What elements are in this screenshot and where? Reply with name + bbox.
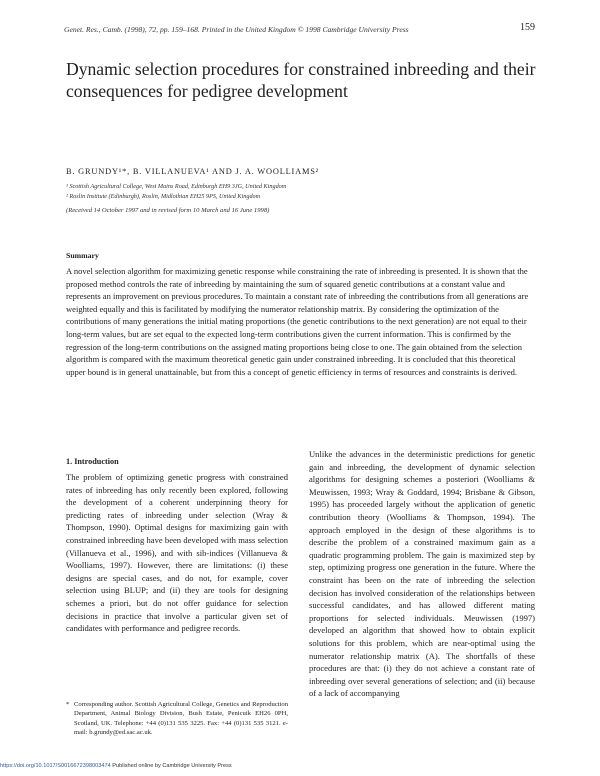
- received-dates: (Received 14 October 1997 and in revised form 10 March and 16 June 1998): [66, 207, 270, 214]
- introduction-column-2: Unlike the advances in the deterministic predictions for genetic gain and inbreeding, the development of dynamic selection algorithms for designing schemes a posteriori (Woolliams & Meuwissen, 1993; Wray & Goddard, 1994; Brisbane & Gibson, 1995) has proceeded largely without the application of genetic contribution theory (Woolliams & Thompson, 1994). The approach employed in the design of these algorithms is to describe the problem of a constrained maximum gain as a quadratic programming problem. The gain is maximized step by step, optimizing progress one generation in the future. Where the constraint has been on the rate of inbreeding the selection decision has involved consideration of the relationships between successful candidates, and has allowed different mating proportions for selected individuals. Meuwissen (1997) developed an algorithm that showed how to obtain explicit solutions for this problem, which are near-optimal using the numerator relationship matrix (A). The shortfalls of these procedures are that: (i) they do not achieve a constant rate of inbreeding over several generations of selection; and (ii) because of a lack of accompanying: [309, 449, 535, 699]
- affiliation-1: ¹ Scottish Agricultural College, West Mains Road, Edinburgh EH9 3JG, United Kingdom: [66, 183, 287, 190]
- summary-text: A novel selection algorithm for maximizing genetic response while constraining the rate of inbreeding is presented. It is shown that the proposed method controls the rate of inbreeding by maintaining the sum of squared genetic contributions at a constant value and represents an improvement on previous procedures. To maintain a constant rate of inbreeding the contributions from all generations are weighted equally and this is facilitated by modifying the numerator relationship matrix. By considering the optimization of the contributions of many generations the initial mating proportions (the genetic contributions to the next generation) are not equal to their long-term values, but are set equal to the expected long-term contributions given the current information. This is confirmed by the regression of the long-term contributions on the assigned mating proportions being close to one. The gain obtained from the selection algorithm is compared with the maximum theoretical genetic gain under constrained inbreeding. It is concluded that this theoretical upper bound is in general unattainable, but from this a concept of genetic efficiency in terms of resources and constraints is derived.: [66, 266, 529, 377]
- footer-published: Published online by Cambridge University Press: [110, 763, 232, 769]
- introduction-heading: 1. Introduction: [66, 457, 119, 466]
- affiliation-2: ² Roslin Institute (Edinburgh), Roslin, Midlothian EH25 9PS, United Kingdom: [66, 193, 261, 200]
- page-number: 159: [520, 22, 535, 33]
- footnote-text: Corresponding author. Scottish Agricultural College, Genetics and Reproduction Department, Animal Biology Division, Bush Estate, Penicuik EH26 0PH, Scotland, UK. Telephone: +44 (0)131 535 3225. Fax: +44 (0)131 535 3121. e-mail: b.grundy@ed.sac.ac.uk.: [74, 701, 288, 737]
- running-header: Genet. Res., Camb. (1998), 72, pp. 159–168. Printed in the United Kingdom © 1998 Cambridge University Press: [64, 25, 409, 34]
- doi-link[interactable]: https://doi.org/10.1017/S0016672398003474: [0, 763, 111, 769]
- summary-heading: Summary: [66, 251, 99, 260]
- footer: [0, 763, 232, 769]
- footnote-marker: *: [66, 701, 70, 708]
- introduction-column-1: The problem of optimizing genetic progress with constrained rates of inbreeding has only recently been explored, following the development of a coherent underpinning theory for predicting rates of inbreeding under selection (Wray & Thompson, 1990). Optimal designs for maximizing gain with constrained inbreeding have been developed with mass selection (Villanueva et al., 1996), and with sib-indices (Villanueva & Woolliams, 1997). However, there are limitations: (i) these designs are special cases, and do not, for example, cover selection using BLUP; and (ii) they are tools for designing schemes a priori, but do not offer guidance for selection decisions in practice that involve a particular given set of candidates with performance and pedigree records.: [66, 472, 288, 634]
- footnote: [66, 700, 288, 738]
- article-title: Dynamic selection procedures for constrained inbreeding and their consequences for pedigree development: [66, 59, 536, 101]
- author-list: B. GRUNDY¹*, B. VILLANUEVA¹ AND J. A. WOOLLIAMS²: [66, 167, 319, 176]
